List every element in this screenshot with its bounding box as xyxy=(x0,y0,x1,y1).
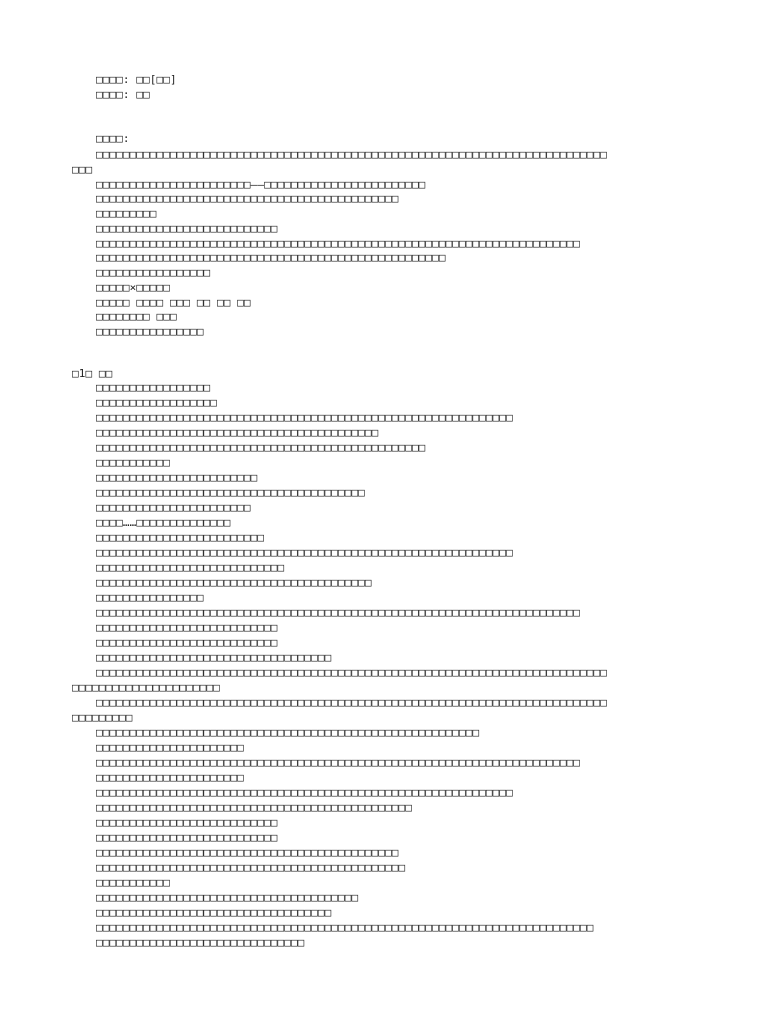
text-line: □□□□□□□□□□□□□□□□□□□□□□□□□□□ xyxy=(96,221,278,235)
text-line: □□□□□□□□□□□□□□□□□ xyxy=(96,266,211,279)
text-line: □□□□□□□□□□□□□□□□□□□□□□□□□□□□□□□□□□□□□□□□□□□□□□□□□□□□□□□□□□□□□□□□□□□□□□□□ xyxy=(96,606,581,619)
text-line: □□□□□□□□□□□□□□□□ xyxy=(96,325,204,338)
text-line: □□□□□□□□□□□□□□□□□□□□□□□□□□□□□□□□□□□□□□□□ xyxy=(96,486,365,499)
section-heading: □□□□: xyxy=(96,132,130,145)
text-line: □□□□□□□□□□□□□□□□□□□□□□□□□ xyxy=(96,531,265,544)
text-line: □□□□□□□□□□□□□□□□□□□□□□□□□□□□□□□□□□□□□□□□□□□□□□□□□□□□□□□□□□□□□□ xyxy=(96,786,513,799)
text-line: □□□ xyxy=(72,162,93,176)
text-line: □□□□□□□□□□□□□□□□□□□□□□ xyxy=(72,681,220,694)
text-line: □□□□□□□□□□□□□□□□□□□□□□□□□□□□□□□□□□□□□□□□□□□□□□□ xyxy=(96,801,412,814)
text-line: □□□□□ □□□□ □□□ □□ □□ □□ xyxy=(96,295,251,309)
text-line: □□□□□□□□□ xyxy=(96,207,157,220)
text-line: □□□□□□□□□□□□□□□□□□□□□□□□□□□□□□□□□□□□□□□□□□□□□□□□□□□□□□□□□□□□□□□□□□□□□□□□□□□□ xyxy=(96,696,607,709)
text-line: □□□□□□□□□□□□□□□□□□□□□□□□□□□□□□□□□□□□□□□□□□□□□□□□□□□□□□□□□□□□□□□□□□□□□□□□□□ xyxy=(96,921,594,934)
text-line: □□□□□□□□□□□□□□□□□□□□□□□□□□□□□□□□□□□ xyxy=(96,651,332,664)
text-line: □□□□□□□□□□□□□□□□□□ xyxy=(96,396,218,409)
text-line: □□□□□□□□□□□□□□□□□□□□□□□□□□□□□□□□□□□□□□□□□□□□□□□□□□□□□□□□□ xyxy=(96,726,480,739)
text-line: □□□□□□□□□□□□□□□□□□□□□□□□ xyxy=(96,471,258,484)
text-line: □□□□□□□□□□□□□□□□□□□□□□□□□□□□□□□□□□□□□□□□□□□□□□□□□□□□□□□□□□□□□□□□□□□□□□□□ xyxy=(96,756,581,769)
text-line: □□□□□□□□□□□□□□□□□ xyxy=(96,381,211,394)
text-line: □□□□□□□□□□□□□□□□□□□□□□□□□□□□□□□□□□□□□□□□□□□□□□□□□□□□□□□□□□□□□□□□□□□□□□□□□□□□ xyxy=(96,148,607,161)
text-line: □□□□□□□□□□□□□□□□□□□□□□□ xyxy=(96,501,251,514)
text-line: □□□□□□□□□□□□□□□□□□□□□□□□□□□□□□□□□□□□□□□ xyxy=(96,891,359,904)
text-line: □□□□□□□□□□□□□□□□□□□□□□□□□□□□□□□□□□□□□□□□□□□□□ xyxy=(96,846,399,859)
text-line: □□□□……□□□□□□□□□□□□□□ xyxy=(96,516,231,529)
text-line: □□□□□□□□□□□□□□□□□□□□□□□□□□□ xyxy=(96,831,278,844)
text-line: □□□□□□□□□□□□□□□□□□□□□□□□□□□□□□□□□□□□□□□□□□□□□□□□□□□□□□□□□□□□□□□□□□□□□□□□ xyxy=(96,236,581,250)
text-line: □□□□□□□□□□□□□□□□□□□□□□□□□□□□□□□□□□□□□□□□□□□□□□□□□□□□□□□□□□□□□□ xyxy=(96,546,513,559)
text-line: □□□□□□□□□□□□□□□□□□□□□□□□□□□□□□□□□□□□□□□□□□□□□□□□□□□□□□□□□□□□□□□□□□□□□□□□□□□□ xyxy=(96,666,607,679)
text-line: □□□□□□□□□□□□□□□□□□□□□□□□□□□ xyxy=(96,816,278,829)
text-line: □□□□□□□□□□□□□□□□□□□□□□ xyxy=(96,771,244,784)
text-line: □□□□□□□□□□□□□□□□□□□□□□□□□□□□□□□□□□□□□□□□□□□□□□□□□□□□ xyxy=(96,251,446,265)
text-line: □□□□□□□□ □□□ xyxy=(96,310,177,324)
text-line: □□□□□□□□□□□□□□□□□□□□□□□□□□□ xyxy=(96,621,278,634)
text-line: □□□□□□□□□ xyxy=(72,711,133,724)
chapter-heading: □1□ □□ xyxy=(72,367,113,380)
text-line: □□□□□□□□□□□ xyxy=(96,876,170,889)
text-line: □□□□□□□□□□□□□□□□□□□□□□□□□□□□□□□□□□□ xyxy=(96,906,332,919)
text-line: □□□□□□□□□□□□□□□□□□□□□□□□□□□□□□□□□□□□□□□□□□□□□□ xyxy=(96,861,406,874)
text-line: □□□□□□□□□□□□□□□□ xyxy=(96,591,204,604)
text-line: □□□□□□□□□□□□□□□□□□□□□□□□□□□□□□□□□□□□□□□□□□□□□□□□□ xyxy=(96,441,426,454)
header-line: □□□□: □□ xyxy=(96,88,150,101)
text-line: □□□□□□□□□□□□□□□□□□□□□□□□□□□□□□□□□□□□□□□□□□□□□ xyxy=(96,192,399,206)
text-line: □□□□□□□□□□□ xyxy=(96,456,170,469)
text-line: □□□□□×□□□□□ xyxy=(96,280,170,294)
text-line: □□□□□□□□□□□□□□□□□□□□□□□□□□□□□□□□□□□□□□□□□ xyxy=(96,576,372,589)
text-line: □□□□□□□□□□□□□□□□□□□□□□□□□□□□□□□□□□□□□□□□□□ xyxy=(96,426,379,439)
text-line: □□□□□□□□□□□□□□□□□□□□□□ xyxy=(96,741,244,754)
text-line: □□□□□□□□□□□□□□□□□□□□□□□——□□□□□□□□□□□□□□□□□□□□□□□□ xyxy=(96,177,426,191)
text-line: □□□□□□□□□□□□□□□□□□□□□□□□□□□ xyxy=(96,636,278,649)
text-line: □□□□□□□□□□□□□□□□□□□□□□□□□□□□□□□ xyxy=(96,936,305,949)
header-line: □□□□: □□[□□] xyxy=(96,73,177,86)
text-line: □□□□□□□□□□□□□□□□□□□□□□□□□□□□□□□□□□□□□□□□□□□□□□□□□□□□□□□□□□□□□□ xyxy=(96,411,513,424)
text-line: □□□□□□□□□□□□□□□□□□□□□□□□□□□□ xyxy=(96,561,285,574)
